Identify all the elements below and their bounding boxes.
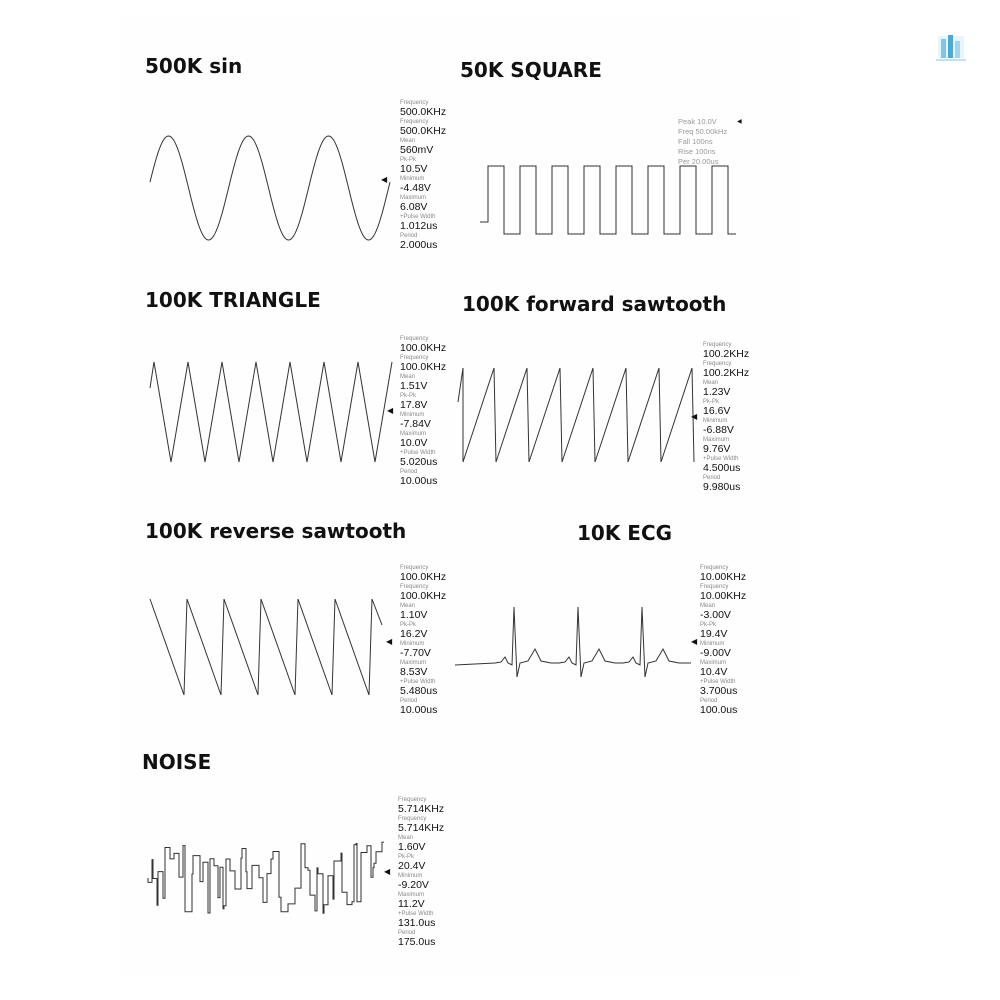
building-logo-icon: [930, 30, 970, 70]
triangle-readout-label: Mean: [400, 374, 416, 380]
forward-title: 100K forward sawtooth: [462, 292, 727, 316]
ecg-readout-label: Minimum: [700, 641, 725, 647]
square-meta-line: Fall 100ns: [678, 137, 713, 146]
reverse-marker-icon: ◀: [386, 637, 393, 646]
ecg-waveform: [455, 605, 693, 685]
sin-readout-label: +Pulse Width: [400, 214, 436, 220]
noise-readout-label: Maximum: [398, 892, 425, 898]
sin-readout-value: 560mV: [400, 144, 434, 156]
forward-readout-label: Mean: [703, 380, 719, 386]
reverse-readout-label: Period: [400, 698, 418, 704]
forward-readout-value: 1.23V: [703, 386, 731, 398]
triangle-readout-value: 100.0KHz: [400, 361, 447, 373]
sin-readout-label: Pk-Pk: [400, 157, 417, 163]
sin-readout: [400, 100, 446, 252]
reverse-readout-label: Mean: [400, 603, 416, 609]
noise-readout-label: Pk-Pk: [398, 854, 415, 860]
sin-readout-value: 500.0KHz: [400, 106, 447, 118]
sin-readout-value: 6.08V: [400, 201, 428, 213]
forward-readout: [703, 342, 749, 494]
triangle-readout-label: Minimum: [400, 412, 425, 418]
triangle-waveform: [150, 358, 395, 470]
ecg-readout-label: Frequency: [700, 584, 729, 590]
ecg-readout-label: Period: [700, 698, 718, 704]
forward-readout-value: -6.88V: [703, 424, 734, 436]
reverse-readout-value: 100.0KHz: [400, 590, 447, 602]
sin-readout-label: Maximum: [400, 195, 427, 201]
noise-readout-value: 5.714KHz: [398, 803, 445, 815]
forward-readout-label: Maximum: [703, 437, 730, 443]
ecg-readout-label: +Pulse Width: [700, 679, 736, 685]
sin-readout-value: -4.48V: [400, 182, 431, 194]
noise-readout-label: Minimum: [398, 873, 423, 879]
noise-readout-label: Frequency: [398, 816, 427, 822]
square-meta: [678, 117, 727, 167]
reverse-waveform: [150, 595, 393, 700]
triangle-readout-label: +Pulse Width: [400, 450, 436, 456]
reverse-readout-value: 100.0KHz: [400, 571, 447, 583]
triangle-readout-label: Frequency: [400, 336, 429, 342]
ecg-readout-label: Frequency: [700, 565, 729, 571]
noise-marker-icon: ◀: [384, 867, 391, 876]
forward-readout-value: 100.2KHz: [703, 348, 750, 360]
triangle-readout-value: 10.00us: [400, 475, 438, 487]
forward-readout-value: 100.2KHz: [703, 367, 750, 379]
sin-title: 500K sin: [145, 54, 243, 78]
ecg-readout-value: 10.00KHz: [700, 590, 747, 602]
triangle-title: 100K TRIANGLE: [145, 288, 321, 312]
ecg-readout-value: 10.00KHz: [700, 571, 747, 583]
sin-readout-label: Minimum: [400, 176, 425, 182]
reverse-readout-label: +Pulse Width: [400, 679, 436, 685]
ecg-readout: [700, 565, 746, 717]
forward-readout-label: Minimum: [703, 418, 728, 424]
forward-marker-icon: ◀: [691, 412, 698, 421]
forward-readout-label: Frequency: [703, 342, 732, 348]
sin-waveform: [150, 132, 395, 244]
ecg-title: 10K ECG: [577, 521, 673, 545]
square-meta-line: Freq 50.00kHz: [678, 127, 728, 136]
forward-readout-value: 9.980us: [703, 481, 741, 493]
triangle-readout-value: 17.8V: [400, 399, 428, 411]
noise-readout-value: 5.714KHz: [398, 822, 445, 834]
triangle-readout-value: 5.020us: [400, 456, 438, 468]
ecg-marker-icon: ◀: [691, 637, 698, 646]
triangle-readout-value: -7.84V: [400, 418, 431, 430]
reverse-readout: [400, 565, 446, 717]
ecg-readout-value: -9.00V: [700, 647, 731, 659]
triangle-readout-value: 10.0V: [400, 437, 428, 449]
sin-readout-label: Mean: [400, 138, 416, 144]
noise-readout-value: 11.2V: [398, 898, 425, 910]
reverse-readout-label: Minimum: [400, 641, 425, 647]
noise-readout-value: 175.0us: [398, 936, 436, 948]
forward-readout-label: Frequency: [703, 361, 732, 367]
square-meta-line: Per 20.00us: [678, 157, 719, 166]
triangle-marker-icon: ◀: [387, 406, 394, 415]
sin-readout-label: Frequency: [400, 100, 429, 106]
ecg-readout-label: Pk-Pk: [700, 622, 717, 628]
noise-waveform: [148, 838, 386, 918]
sin-readout-value: 1.012us: [400, 220, 438, 232]
square-title: 50K SQUARE: [460, 58, 602, 82]
square-meta-line: Rise 100ns: [678, 147, 716, 156]
sin-readout-value: 500.0KHz: [400, 125, 447, 137]
forward-readout-value: 4.500us: [703, 462, 741, 474]
forward-readout-label: +Pulse Width: [703, 456, 739, 462]
reverse-readout-label: Pk-Pk: [400, 622, 417, 628]
reverse-readout-value: -7.70V: [400, 647, 431, 659]
forward-readout-label: Period: [703, 475, 721, 481]
reverse-readout-label: Frequency: [400, 584, 429, 590]
noise-title: NOISE: [142, 750, 212, 774]
triangle-readout-value: 100.0KHz: [400, 342, 447, 354]
square-meta-line: Peak 10.0V: [678, 117, 717, 126]
forward-waveform: [458, 362, 693, 470]
noise-readout: [398, 797, 444, 949]
square-waveform: [480, 158, 742, 240]
noise-readout-label: Frequency: [398, 797, 427, 803]
ecg-readout-value: 10.4V: [700, 666, 728, 678]
ecg-readout-value: 3.700us: [700, 685, 738, 697]
noise-readout-label: Period: [398, 930, 416, 936]
sin-marker-icon: ◀: [381, 175, 388, 184]
noise-readout-value: 131.0us: [398, 917, 436, 929]
triangle-readout: [400, 336, 446, 488]
ecg-readout-value: 19.4V: [700, 628, 728, 640]
reverse-readout-label: Maximum: [400, 660, 427, 666]
forward-readout-value: 9.76V: [703, 443, 731, 455]
reverse-readout-value: 1.10V: [400, 609, 428, 621]
triangle-readout-label: Frequency: [400, 355, 429, 361]
noise-readout-label: Mean: [398, 835, 414, 841]
triangle-readout-label: Maximum: [400, 431, 427, 437]
reverse-readout-value: 16.2V: [400, 628, 428, 640]
ecg-readout-value: 100.0us: [700, 704, 738, 716]
forward-readout-value: 16.6V: [703, 405, 731, 417]
square-marker-icon: ◀: [737, 119, 742, 125]
triangle-readout-label: Period: [400, 469, 418, 475]
triangle-readout-value: 1.51V: [400, 380, 428, 392]
sin-readout-value: 10.5V: [400, 163, 428, 175]
noise-readout-value: 20.4V: [398, 860, 426, 872]
reverse-readout-label: Frequency: [400, 565, 429, 571]
reverse-title: 100K reverse sawtooth: [145, 519, 407, 543]
sin-readout-label: Period: [400, 233, 418, 239]
reverse-readout-value: 8.53V: [400, 666, 428, 678]
ecg-readout-label: Mean: [700, 603, 716, 609]
noise-readout-label: +Pulse Width: [398, 911, 434, 917]
ecg-readout-label: Maximum: [700, 660, 727, 666]
noise-readout-value: -9.20V: [398, 879, 429, 891]
reverse-readout-value: 10.00us: [400, 704, 438, 716]
sin-readout-value: 2.000us: [400, 239, 438, 251]
triangle-readout-label: Pk-Pk: [400, 393, 417, 399]
ecg-readout-value: -3.00V: [700, 609, 731, 621]
sin-readout-label: Frequency: [400, 119, 429, 125]
noise-readout-value: 1.60V: [398, 841, 426, 853]
reverse-readout-value: 5.480us: [400, 685, 438, 697]
forward-readout-label: Pk-Pk: [703, 399, 720, 405]
